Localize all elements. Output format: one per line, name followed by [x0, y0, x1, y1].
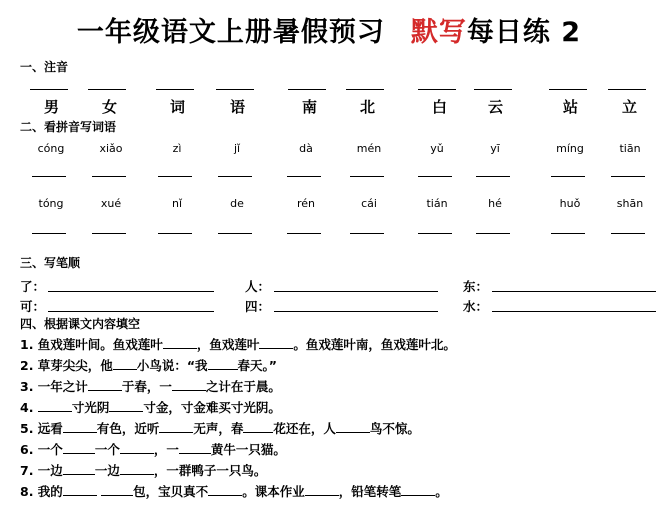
- pinyin-text: rén: [296, 197, 316, 210]
- hanzi-char: 男: [44, 98, 60, 116]
- fill-text: 有色，近听: [96, 421, 160, 436]
- fill-text: 无声，春: [193, 421, 244, 436]
- pinyin-text: cái: [361, 197, 377, 210]
- pinyin-text: cóng: [37, 142, 65, 155]
- fill-line: [20, 482, 448, 500]
- section-1-heading: 一、注音: [20, 60, 69, 74]
- fill-text: 5. 远看: [20, 421, 63, 436]
- fill-text: ，一群鸭子一只鸟。: [153, 463, 267, 478]
- answer-blank[interactable]: [551, 176, 585, 177]
- answer-blank[interactable]: [88, 89, 126, 90]
- hanzi-char: 站: [563, 98, 579, 116]
- fill-blank[interactable]: [208, 357, 238, 370]
- answer-blank[interactable]: [476, 233, 510, 234]
- fill-text: 花还在，人: [273, 421, 336, 436]
- answer-blank[interactable]: [418, 176, 452, 177]
- fill-blank[interactable]: [63, 462, 95, 475]
- stroke-order-line[interactable]: [274, 291, 438, 292]
- stroke-order-line[interactable]: [492, 291, 656, 292]
- fill-blank[interactable]: [120, 441, 154, 454]
- fill-line: [20, 398, 281, 416]
- hanzi-char: 云: [488, 98, 504, 116]
- section-4-heading: 四、根据课文内容填空: [20, 317, 141, 331]
- pinyin-text: dà: [299, 142, 313, 155]
- page-title: [0, 10, 658, 49]
- fill-text: 之计在于晨。: [205, 379, 281, 394]
- answer-blank[interactable]: [158, 233, 192, 234]
- section-3-heading: 三、写笔顺: [20, 256, 81, 270]
- fill-line: [20, 440, 286, 458]
- fill-text: ，铅笔转笔: [338, 484, 402, 499]
- pinyin-text: yǔ: [430, 142, 444, 155]
- fill-line: [20, 335, 456, 353]
- pinyin-text: xiǎo: [99, 142, 123, 155]
- fill-blank[interactable]: [336, 420, 370, 433]
- pinyin-text: de: [230, 197, 244, 210]
- pinyin-text: tián: [426, 197, 448, 210]
- pinyin-text: míng: [556, 142, 584, 155]
- fill-text: 1. 鱼戏莲叶间。鱼戏莲叶: [20, 337, 163, 352]
- fill-text: ，一: [153, 442, 179, 457]
- hanzi-char: 词: [170, 98, 186, 116]
- stroke-order-line[interactable]: [48, 311, 214, 312]
- stroke-order-label: 水：: [463, 299, 489, 314]
- answer-blank[interactable]: [350, 176, 384, 177]
- answer-blank[interactable]: [611, 176, 645, 177]
- fill-text: 寸光阴: [71, 400, 110, 415]
- answer-blank[interactable]: [608, 89, 646, 90]
- answer-blank[interactable]: [418, 89, 456, 90]
- fill-blank[interactable]: [305, 483, 339, 496]
- hanzi-char: 语: [230, 98, 246, 116]
- answer-blank[interactable]: [549, 89, 587, 90]
- fill-text: 寸金，寸金难买寸光阴。: [143, 400, 281, 415]
- fill-line: [20, 377, 281, 395]
- answer-blank[interactable]: [30, 89, 68, 90]
- pinyin-text: jǐ: [233, 142, 241, 155]
- fill-text: 于春，一: [121, 379, 172, 394]
- fill-text: 小鸟说：“我: [136, 358, 208, 373]
- fill-text: 。课本作业: [242, 484, 305, 499]
- fill-text: 7. 一边: [20, 463, 63, 478]
- fill-blank[interactable]: [163, 336, 197, 349]
- stroke-order-label: 可：: [20, 299, 46, 314]
- fill-text: 2. 草芽尖尖，他: [20, 358, 113, 373]
- fill-blank[interactable]: [243, 420, 273, 433]
- fill-blank[interactable]: [63, 420, 97, 433]
- answer-blank[interactable]: [32, 176, 66, 177]
- answer-blank[interactable]: [611, 233, 645, 234]
- fill-blank[interactable]: [401, 483, 435, 496]
- title-main: 一年级语文上册暑假预习: [76, 17, 385, 48]
- answer-blank[interactable]: [418, 233, 452, 234]
- hanzi-char: 女: [102, 98, 118, 116]
- fill-text: 鸟不惊。: [369, 421, 420, 436]
- stroke-order-label: 了：: [20, 279, 46, 294]
- stroke-order-label: 东：: [463, 279, 489, 294]
- fill-blank[interactable]: [259, 336, 293, 349]
- fill-text: 。鱼戏莲叶南，鱼戏莲叶北。: [293, 337, 456, 352]
- answer-blank[interactable]: [218, 233, 252, 234]
- stroke-order-line[interactable]: [48, 291, 214, 292]
- fill-line: [20, 356, 277, 374]
- pinyin-text: yī: [490, 142, 500, 155]
- fill-text: 一边: [94, 463, 120, 478]
- fill-text: 6. 一个: [20, 442, 63, 457]
- pinyin-text: nǐ: [171, 197, 183, 210]
- stroke-order-label: 人：: [245, 279, 271, 294]
- fill-line: [20, 461, 266, 479]
- fill-blank[interactable]: [120, 462, 154, 475]
- answer-blank[interactable]: [158, 176, 192, 177]
- stroke-order-label: 四：: [245, 299, 271, 314]
- fill-blank[interactable]: [38, 399, 72, 412]
- pinyin-text: huǒ: [559, 197, 581, 210]
- answer-blank[interactable]: [474, 89, 512, 90]
- fill-text: 一个: [94, 442, 120, 457]
- fill-blank[interactable]: [208, 483, 242, 496]
- title-highlight: 默写: [410, 17, 467, 48]
- answer-blank[interactable]: [92, 176, 126, 177]
- fill-blank[interactable]: [109, 399, 143, 412]
- fill-line: [20, 419, 420, 437]
- pinyin-text: xué: [100, 197, 122, 210]
- fill-blank[interactable]: [63, 441, 95, 454]
- hanzi-char: 白: [432, 98, 448, 116]
- fill-text: 黄牛一只猫。: [210, 442, 286, 457]
- pinyin-text: shān: [616, 197, 644, 210]
- fill-text: 4.: [20, 400, 38, 415]
- fill-text: 8. 我的: [20, 484, 63, 499]
- hanzi-char: 北: [360, 98, 376, 116]
- hanzi-char: 南: [302, 98, 318, 116]
- hanzi-char: 立: [622, 98, 638, 116]
- fill-text: ，鱼戏莲叶: [196, 337, 260, 352]
- pinyin-text: tiān: [619, 142, 641, 155]
- fill-blank[interactable]: [88, 378, 122, 391]
- fill-text: 。: [435, 484, 448, 499]
- pinyin-text: hé: [488, 197, 502, 210]
- answer-blank[interactable]: [288, 89, 326, 90]
- answer-blank[interactable]: [346, 89, 384, 90]
- section-2-heading: 二、看拼音写词语: [20, 120, 117, 134]
- fill-blank[interactable]: [101, 483, 133, 496]
- answer-blank[interactable]: [216, 89, 254, 90]
- pinyin-text: tóng: [38, 197, 64, 210]
- fill-blank[interactable]: [63, 483, 97, 496]
- answer-blank[interactable]: [287, 176, 321, 177]
- pinyin-text: mén: [356, 142, 382, 155]
- fill-blank[interactable]: [113, 357, 137, 370]
- fill-text: 春天。”: [237, 358, 277, 373]
- answer-blank[interactable]: [32, 233, 66, 234]
- fill-blank[interactable]: [172, 378, 206, 391]
- answer-blank[interactable]: [551, 233, 585, 234]
- answer-blank[interactable]: [476, 176, 510, 177]
- pinyin-text: zì: [172, 142, 182, 155]
- answer-blank[interactable]: [218, 176, 252, 177]
- answer-blank[interactable]: [287, 233, 321, 234]
- answer-blank[interactable]: [156, 89, 194, 90]
- answer-blank[interactable]: [92, 233, 126, 234]
- fill-text: 包，宝贝真不: [133, 484, 209, 499]
- stroke-order-line[interactable]: [492, 311, 656, 312]
- title-suffix: 每日练 2: [466, 17, 582, 48]
- fill-blank[interactable]: [179, 441, 211, 454]
- stroke-order-line[interactable]: [274, 311, 438, 312]
- answer-blank[interactable]: [350, 233, 384, 234]
- fill-blank[interactable]: [159, 420, 193, 433]
- fill-text: 3. 一年之计: [20, 379, 88, 394]
